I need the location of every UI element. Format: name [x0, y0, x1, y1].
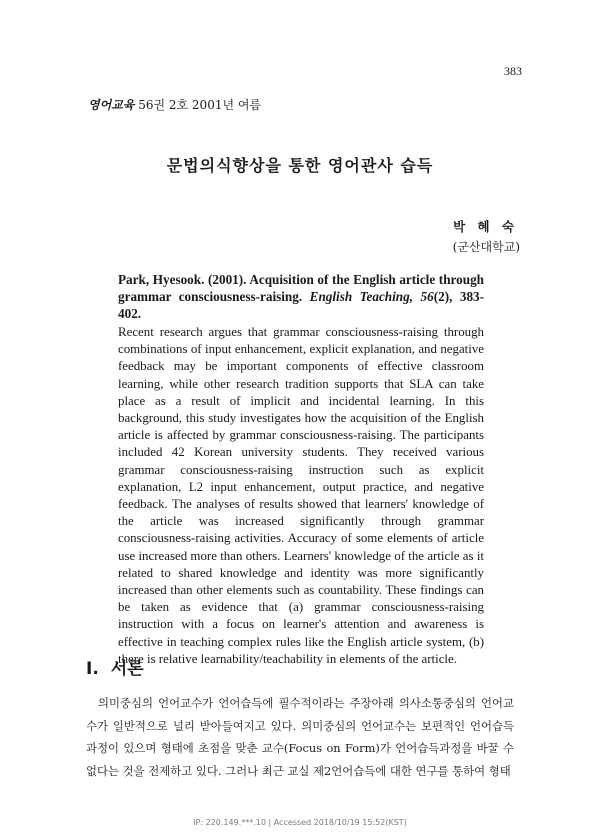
section-heading	[86, 654, 144, 679]
author-affiliation: (군산대학교)	[452, 240, 520, 254]
citation-volume: 56	[420, 289, 434, 304]
paper-title: 문법의식향상을 통한 영어관사 습득	[166, 156, 434, 175]
page-number: 383	[504, 64, 522, 78]
journal-volume-info: 56권 2호 2001년 여름	[138, 98, 262, 112]
author-name: 박 혜 숙	[453, 219, 518, 234]
body-paragraph: 의미중심의 언어교수가 언어습득에 필수적이라는 주장아래 의사소통중심의 언어교수가 일반적으로 널리 받아들여지고 있다. 의미중심의 언어교수는 보편적인 언어습득과정이 있으며 형태에 초점을 맞춘 교수(Focus on Form)가 언어습득과정을 바꿀 수 없다는 것을 전제하고 있다. 그러나 최근 교실 제2언어습득에 대한 연구를 통하여 형태	[86, 696, 514, 778]
journal-header	[88, 96, 261, 113]
section-number: I.	[86, 659, 99, 679]
citation	[118, 271, 484, 322]
citation-authors-year: Park, Hyesook. (2001).	[118, 272, 247, 287]
access-footer: IP: 220.149.***.10 | Accessed 2018/10/19 15:52(KST)	[193, 818, 407, 827]
citation-article-title: Acquisition of the English article through grammar consciousness-raising.	[118, 272, 485, 304]
section-title: 서론	[110, 659, 144, 679]
citation-journal-name: English Teaching,	[309, 289, 414, 304]
abstract: Recent research argues that grammar consciousness-raising through combinations of input enhancement, explicit explanation, and negative feedback may be important components of effective classroom learning, while other research tradition supports that SLA can take place as a result of implicit and incidental learning. In this background, this study investigates how the acquisition of the English article is affected by grammar consciousness-raising. The participants included 42 Korean university students. They received various grammar consciousness-raising instruction such as explicit explanation, L2 input enhancement, output practice, and negative feedback. The analyses of results showed that learners' knowledge of the article was increased significantly through grammar consciousness-raising activities. Accuracy of some elements of article use increased more than others. Learners' knowledge of the article as it related to shared knowledge and identity was more significantly increased than other elements such as countability. These findings can be taken as evidence that (a) grammar consciousness-raising instruction with a focus on learner's attention and awareness is effective in teaching complex rules like the English article system, (b) there is relative learnability/teachability in elements of the article.	[118, 325, 484, 666]
citation-issue-pages: (2), 383-402.	[118, 289, 485, 321]
journal-name: 영어교육	[88, 98, 135, 112]
